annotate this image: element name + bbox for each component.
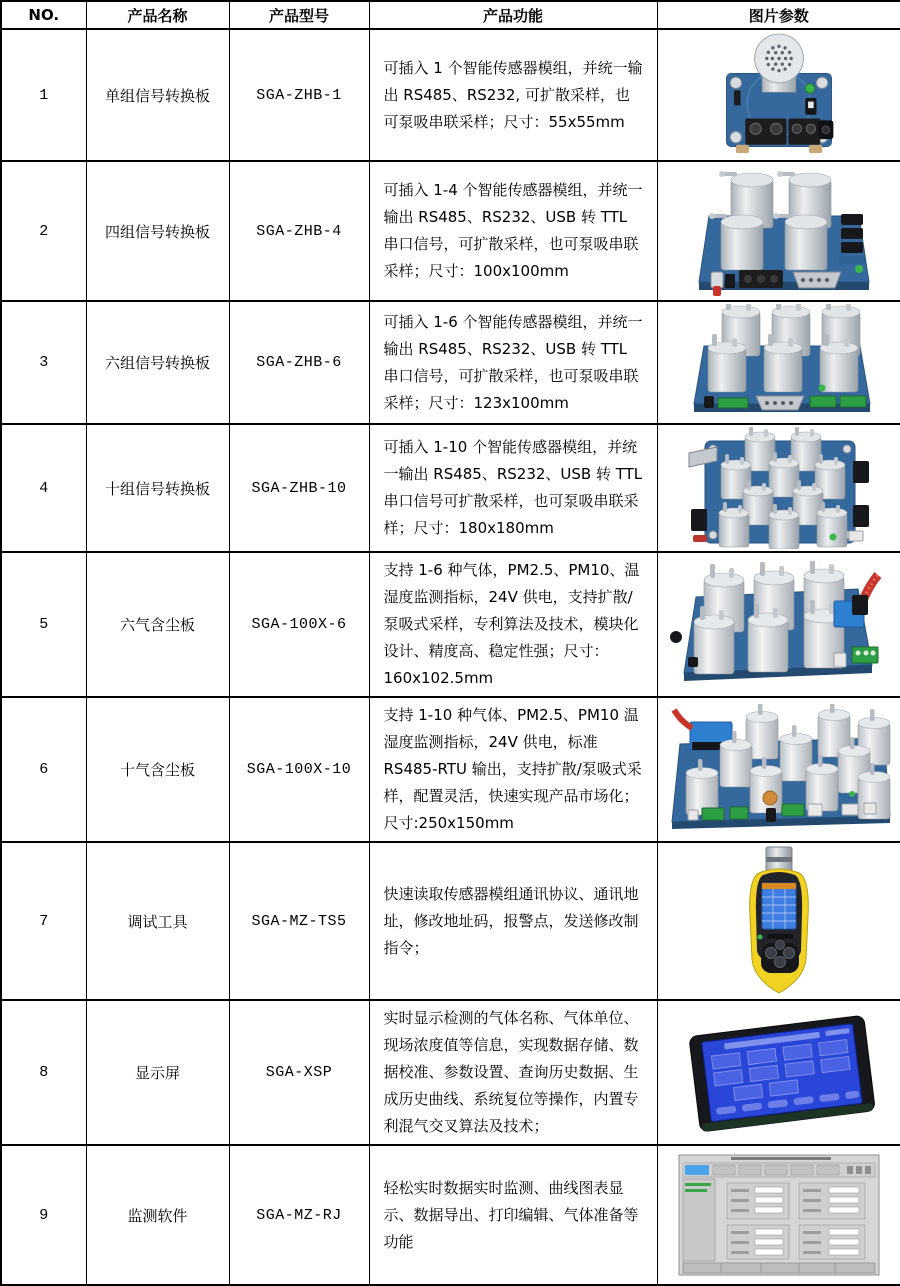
table-row <box>1 161 900 301</box>
row-no: 7 <box>1 842 86 1000</box>
row-no: 1 <box>1 29 86 161</box>
product-model: SGA-ZHB-1 <box>229 29 369 161</box>
product-photo-cell <box>657 29 900 161</box>
header-no: NO. <box>1 1 86 29</box>
product-model: SGA-ZHB-10 <box>229 424 369 552</box>
row-no: 6 <box>1 697 86 842</box>
product-photo-cell <box>657 161 900 301</box>
product-function: 轻松实时数据实时监测、曲线图表显示、数据导出、打印编辑、气体准备等功能 <box>383 1178 639 1251</box>
product-name: 四组信号转换板 <box>86 161 229 301</box>
product-model: SGA-100X-6 <box>229 552 369 697</box>
table-row <box>1 301 900 424</box>
product-name: 监测软件 <box>86 1145 229 1285</box>
display-panel-photo <box>666 1006 892 1140</box>
product-function: 实时显示检测的气体名称、气体单位、现场浓度值等信息，实现数据存储、数据校准、参数设置、查询历史数据、生成历史曲线、系统复位等操作，内置专利混气交叉算法及技术； <box>383 1009 639 1135</box>
ten-gas-dust-board-photo <box>662 704 896 836</box>
product-model: SGA-100X-10 <box>229 697 369 842</box>
product-function-cell <box>369 552 657 697</box>
product-photo-cell <box>657 424 900 552</box>
product-function-cell <box>369 697 657 842</box>
product-function: 支持 1-10 种气体、PM2.5、PM10 温湿度监测指标，24V 供电，标准 RS485-RTU 输出，支持扩散/泵吸式采样，配置灵活，快速实现产品市场化；尺寸:250x150mm <box>383 706 642 832</box>
product-function-cell <box>369 424 657 552</box>
product-function: 可插入 1 个智能传感器模组，并统一输出 RS485、RS232, 可扩散采样，也可泵吸串联采样；尺寸：55x55mm <box>383 58 643 131</box>
handheld-detector-photo <box>719 845 839 997</box>
monitoring-software-photo <box>671 1149 887 1281</box>
product-photo-cell <box>657 301 900 424</box>
product-model: SGA-MZ-RJ <box>229 1145 369 1285</box>
product-photo-cell <box>657 1145 900 1285</box>
four-sensor-board-photo <box>673 164 885 298</box>
product-function: 支持 1-6 种气体，PM2.5、PM10、温湿度监测指标，24V 供电，支持扩散/泵吸式采样，专利算法及技术，模块化设计、精度高、稳定性强；尺寸：160x102.5mm <box>383 561 640 687</box>
product-function-cell <box>369 301 657 424</box>
product-model: SGA-MZ-TS5 <box>229 842 369 1000</box>
product-function: 可插入 1-6 个智能传感器模组，并统一输出 RS485、RS232、USB 转 TTL 串口信号，可扩散采样，也可泵吸串联采样；尺寸：123x100mm <box>383 312 643 412</box>
six-sensor-board-photo <box>670 304 888 421</box>
row-no: 8 <box>1 1000 86 1145</box>
product-function-cell <box>369 1000 657 1145</box>
product-name: 六组信号转换板 <box>86 301 229 424</box>
row-no: 4 <box>1 424 86 552</box>
header-product-function: 产品功能 <box>369 1 657 29</box>
product-name: 六气含尘板 <box>86 552 229 697</box>
product-function: 可插入 1-10 个智能传感器模组，并统一输出 RS485、RS232、USB 转 TTL 串口信号可扩散采样，也可泵吸串联采样；尺寸：180x180mm <box>383 438 643 537</box>
table-row <box>1 697 900 842</box>
row-no: 2 <box>1 161 86 301</box>
table-row <box>1 1145 900 1285</box>
product-model: SGA-XSP <box>229 1000 369 1145</box>
single-sensor-board-photo <box>704 32 854 158</box>
six-gas-dust-board-photo <box>666 561 892 689</box>
table-row <box>1 552 900 697</box>
product-function-cell <box>369 842 657 1000</box>
table-row <box>1 424 900 552</box>
table-row <box>1 842 900 1000</box>
product-function-cell <box>369 29 657 161</box>
header-image-params: 图片参数 <box>657 1 900 29</box>
table-row <box>1 1000 900 1145</box>
table-row <box>1 29 900 161</box>
product-function: 快速读取传感器模组通讯协议、通讯地址，修改地址码，报警点，发送修改制指令； <box>383 884 639 957</box>
product-name: 单组信号转换板 <box>86 29 229 161</box>
row-no: 3 <box>1 301 86 424</box>
product-name: 十组信号转换板 <box>86 424 229 552</box>
row-no: 9 <box>1 1145 86 1285</box>
product-function-cell <box>369 1145 657 1285</box>
row-no: 5 <box>1 552 86 697</box>
product-photo-cell <box>657 697 900 842</box>
header-product-name: 产品名称 <box>86 1 229 29</box>
product-name: 调试工具 <box>86 842 229 1000</box>
product-name: 显示屏 <box>86 1000 229 1145</box>
product-function: 可插入 1-4 个智能传感器模组，并统一输出 RS485、RS232、USB 转 TTL 串口信号，可扩散采样，也可泵吸串联采样；尺寸：100x100mm <box>383 181 643 280</box>
product-photo-cell <box>657 1000 900 1145</box>
header-row <box>1 1 900 29</box>
product-model: SGA-ZHB-6 <box>229 301 369 424</box>
product-photo-cell <box>657 842 900 1000</box>
ten-sensor-board-photo <box>681 427 877 549</box>
product-name: 十气含尘板 <box>86 697 229 842</box>
product-photo-cell <box>657 552 900 697</box>
product-function-cell <box>369 161 657 301</box>
product-model: SGA-ZHB-4 <box>229 161 369 301</box>
header-product-model: 产品型号 <box>229 1 369 29</box>
